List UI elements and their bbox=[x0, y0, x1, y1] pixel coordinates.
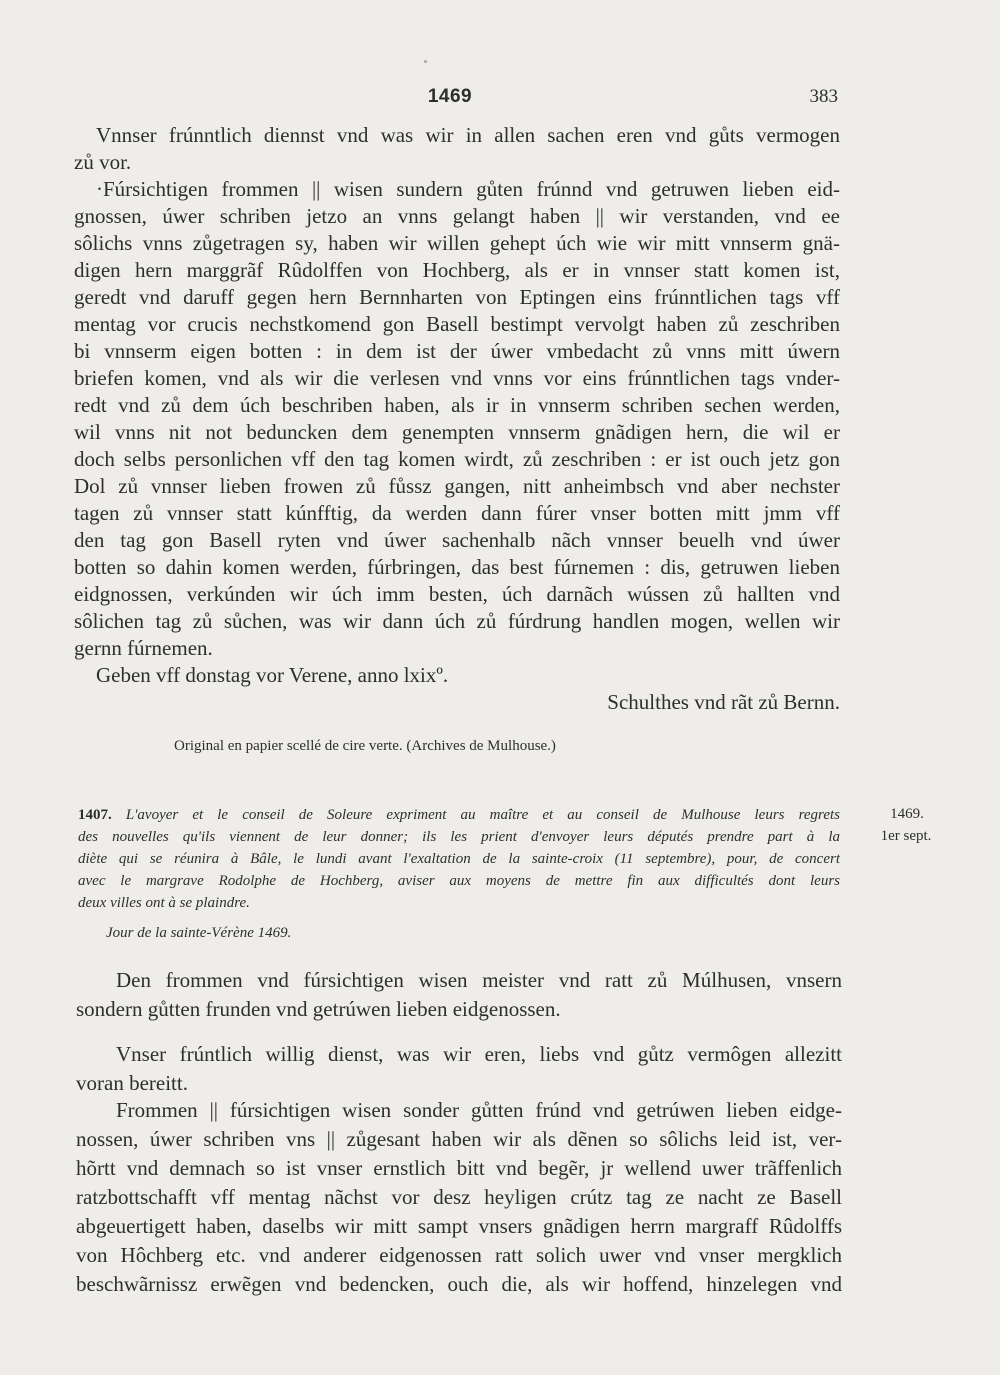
abstract-line-text: L'avoyer et le conseil de Soleure expriment au maître et au conseil de Mulhouse leurs regrets bbox=[125, 807, 840, 823]
abstract-line: diète qui se réunira à Bâle, le lundi avant l'exaltation de la sainte-croix (11 septembre), pour, de concert bbox=[78, 851, 840, 867]
signature-line: Schulthes vnd rãt zů Bernn. bbox=[607, 690, 840, 714]
margin-year: 1469. bbox=[890, 806, 924, 822]
text-line: Vnnser frúnntlich diennst vnd was wir in allen sachen eren vnd gůts vermogen bbox=[96, 123, 840, 147]
text-line: wil vnns nit not beduncken dem genempten vnnserm gnãdigen hern, die wil er bbox=[74, 420, 840, 444]
text-line: botten so dahin komen werden, fúrbringen, das best fúrnemen : dis, getruwen lieben bbox=[74, 555, 840, 579]
text-line: eidgnossen, verkúnden wir úch imm besten, úch darnãch wússen zů hallten vnd bbox=[74, 582, 840, 606]
running-header-year: 1469 bbox=[427, 86, 473, 107]
text-line: digen hern marggrãf Rûdolffen von Hochberg, als er in vnnser statt komen ist, bbox=[74, 258, 840, 282]
dateline: Jour de la sainte-Vérène 1469. bbox=[106, 925, 292, 941]
text-line: Den frommen vnd fúrsichtigen wisen meister vnd ratt zů Múlhusen, vnsern bbox=[116, 968, 842, 992]
text-line: doch selbs personlichen vff den tag komen wirdt, zů zeschriben : er ist ouch jetz gon bbox=[74, 447, 840, 471]
text-line: geredt vnd daruff gegen hern Bernnharten von Eptingen eins frúnntlichen tags vff bbox=[74, 285, 840, 309]
text-line: Vnser frúntlich willig dienst, was wir eren, liebs vnd gůtz vermôgen allezitt bbox=[116, 1042, 842, 1066]
text-line: nossen, úwer schriben vns || zůgesant haben wir als dẽnen so sôlichs leid ist, ver- bbox=[76, 1127, 842, 1151]
text-line: voran bereitt. bbox=[76, 1071, 188, 1095]
text-line: briefen komen, vnd als wir die verlesen vnd vnns vor eins frúnntlichen tags vnder- bbox=[74, 366, 840, 390]
text-line: bi vnnserm eigen botten : in dem ist der úwer vmbedacht zů vnns mitt úwern bbox=[74, 339, 840, 363]
text-line: abgeuertigett haben, daselbs wir mitt sampt vnsers gnãdigen herrn margraff Rûdolffs bbox=[76, 1214, 842, 1238]
source-note: Original en papier scellé de cire verte. (Archives de Mulhouse.) bbox=[174, 738, 556, 754]
text-line: sondern gůtten frunden vnd getrúwen lieben eidgenossen. bbox=[76, 997, 561, 1021]
letter-address bbox=[76, 966, 842, 1024]
margin-day: 1er sept. bbox=[880, 828, 932, 844]
text-line: gnossen, úwer schriben jetzo an vnns gelangt haben || wir verstanden, vnd ee bbox=[74, 204, 840, 228]
text-line: Dol zů vnnser lieben frowen zů fůssz gangen, nitt anheimbsch vnd aber nechster bbox=[74, 474, 840, 498]
abstract-line: deux villes ont à se plaindre. bbox=[78, 895, 250, 911]
dating-line: Geben vff donstag vor Verene, anno lxixº. bbox=[96, 663, 449, 687]
entry-abstract bbox=[78, 804, 840, 944]
abstract-line: avec le margrave Rodolphe de Hochberg, aviser aux moyens de mettre fin aux difficultés dont leurs bbox=[78, 873, 840, 889]
text-line: redt vnd zů dem úch beschriben haben, als ir in vnnserm schriben sechen werden, bbox=[74, 393, 840, 417]
letter-greeting bbox=[76, 1040, 842, 1098]
text-line: ·Fúrsichtigen frommen || wisen sundern gůten frúnnd vnd getruwen lieben eid- bbox=[96, 177, 840, 201]
text-line: Frommen || fúrsichtigen wisen sonder gůtten frúnd vnd getrúwen lieben eidge- bbox=[116, 1098, 842, 1122]
abstract-line: des nouvelles qu'ils viennent de leur donner; ils les prient d'envoyer leurs députés prendre part à la bbox=[78, 829, 840, 845]
text-line: beschwãrnissz erwẽgen vnd bedencken, ouch die, als wir hoffend, hinzelegen vnd bbox=[76, 1272, 842, 1296]
entry-number: 1407. bbox=[78, 807, 112, 823]
text-line: zů vor. bbox=[74, 150, 132, 174]
page-number: 383 bbox=[809, 86, 838, 107]
text-line: von Hôchberg etc. vnd anderer eidgenossen ratt solich uwer vnd vnser mergklich bbox=[76, 1243, 842, 1267]
abstract-line bbox=[78, 804, 840, 826]
letter-text-1 bbox=[74, 122, 840, 716]
text-line: hõrtt vnd demnach so ist vnser ernstlich bitt vnd begẽr, jr wellend uwer trãffenlich bbox=[76, 1156, 842, 1180]
letter-text-2 bbox=[76, 1096, 842, 1299]
text-line: ratzbottschafft vff mentag nãchst vor desz heyligen crútz tag ze nacht ze Basell bbox=[76, 1185, 842, 1209]
text-line: sôlichen tag zů sůchen, was wir dann úch zů fúrdrung handlen mogen, wellen wir bbox=[74, 609, 840, 633]
text-line: mentag vor crucis nechstkomend gon Basell bestimpt vervolgt haben zů zeschriben bbox=[74, 312, 840, 336]
text-line: den tag gon Basell ryten vnd úwer sachenhalb nãch vnnser beuelh vnd úwer bbox=[74, 528, 840, 552]
paper-speck bbox=[424, 60, 427, 63]
text-line: sôlichs vnns zůgetragen sy, haben wir willen gehept úch wie wir mitt vnnserm gnä- bbox=[74, 231, 840, 255]
text-line: gernn fúrnemen. bbox=[74, 636, 213, 660]
text-line: tagen zů vnnser statt kúnfftig, da werden dann fúrer vnser botten mitt jmm vff bbox=[74, 501, 840, 525]
